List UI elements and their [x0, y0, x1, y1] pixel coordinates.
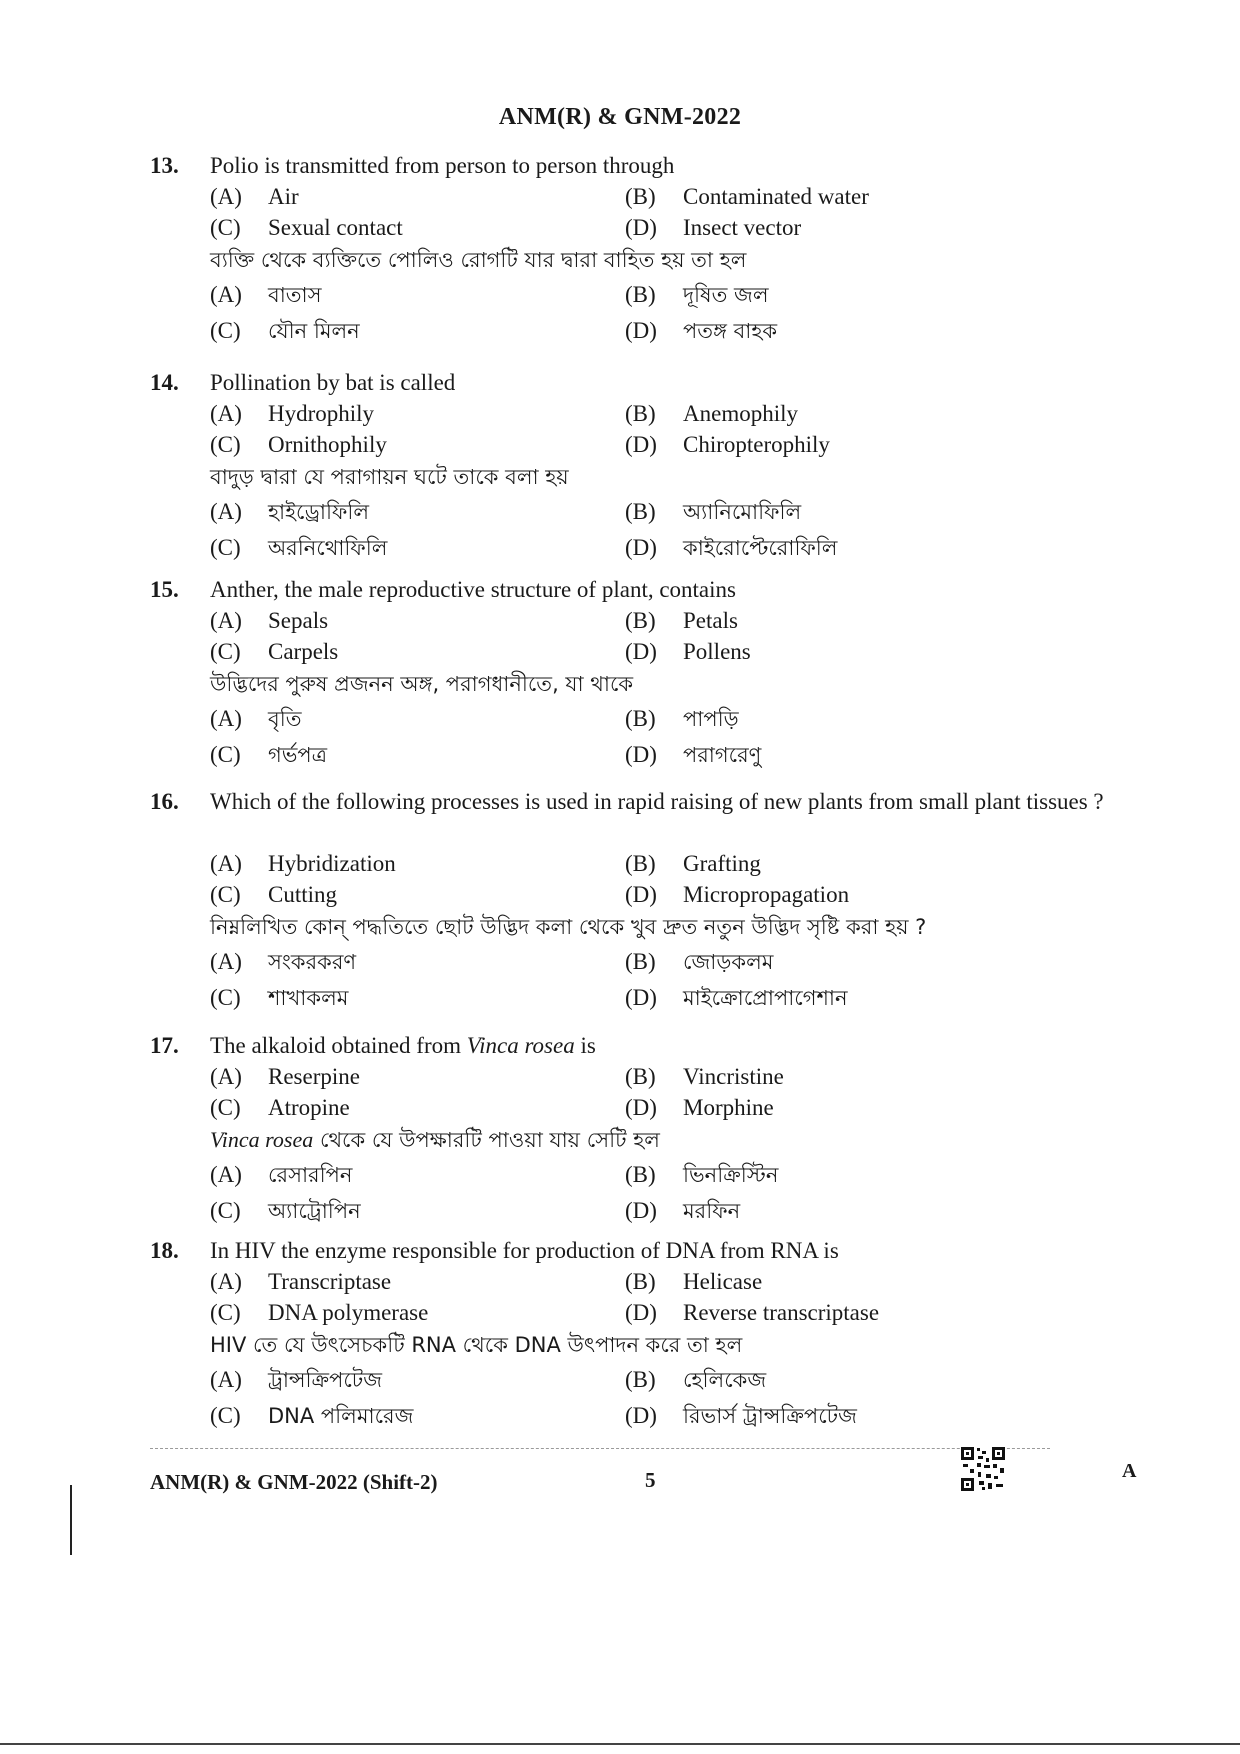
option-c: (C) Ornithophily	[210, 432, 387, 457]
option-d: (D) Morphine	[625, 1095, 774, 1120]
option-c-bengali: (C) যৌন মিলন	[210, 318, 360, 343]
question-13	[150, 150, 1140, 349]
option-b: (B) Contaminated water	[625, 184, 869, 209]
option-d: (D) Insect vector	[625, 215, 802, 240]
option-a-bengali: (A) বৃতি	[210, 706, 302, 731]
option-c: (C) Sexual contact	[210, 215, 403, 240]
option-c-bengali: (C) DNA পলিমারেজ	[210, 1403, 414, 1428]
option-b-bengali: (B) ভিনক্রিস্টিন	[625, 1162, 779, 1187]
question-text-bengali: উদ্ভিদের পুরুষ প্রজনন অঙ্গ, পরাগধানীতে, যা থাকে	[210, 672, 634, 696]
option-a-bengali: (A) বাতাস	[210, 282, 322, 307]
footer-exam-label: ANM(R) & GNM-2022 (Shift-2)	[150, 1470, 438, 1494]
option-d-bengali: (D) পতঙ্গ বাহক	[625, 318, 778, 343]
question-text-bengali: নিম্নলিখিত কোন্‌ পদ্ধতিতে ছোট উদ্ভিদ কলা থেকে খুব দ্রুত নতুন উদ্ভিদ সৃষ্টি করা হয় ?	[210, 915, 927, 939]
question-text: The alkaloid obtained from Vinca rosea is	[210, 1033, 596, 1058]
question-number: 18.	[150, 1238, 179, 1263]
question-text: Anther, the male reproductive structure of plant, contains	[210, 577, 736, 602]
question-number: 14.	[150, 370, 179, 395]
option-b: (B) Vincristine	[625, 1064, 784, 1089]
question-number: 13.	[150, 153, 179, 178]
question-number: 17.	[150, 1033, 179, 1058]
question-text: Polio is transmitted from person to person through	[210, 153, 675, 178]
option-b: (B) Helicase	[625, 1269, 763, 1294]
option-c-bengali: (C) অরনিথোফিলি	[210, 535, 388, 560]
option-b-bengali: (B) দূষিত জল	[625, 282, 769, 307]
option-c: (C) DNA polymerase	[210, 1300, 429, 1325]
option-d: (D) Reverse transcriptase	[625, 1300, 880, 1325]
qr-code-icon	[960, 1446, 1006, 1492]
question-16	[150, 786, 1140, 1016]
option-b: (B) Petals	[625, 608, 738, 633]
option-c-bengali: (C) অ্যাট্রোপিন	[210, 1198, 361, 1223]
option-d-bengali: (D) মরফিন	[625, 1198, 741, 1223]
option-b-bengali: (B) হেলিকেজ	[625, 1367, 767, 1392]
option-c-bengali: (C) গর্ভপত্র	[210, 742, 328, 767]
question-text-bengali: বাদুড় দ্বারা যে পরাগায়ন ঘটে তাকে বলা হয়	[210, 465, 569, 489]
option-a: (A) Hydrophily	[210, 401, 375, 426]
option-d: (D) Chiropterophily	[625, 432, 830, 457]
margin-mark	[70, 1485, 72, 1555]
page-bottom-edge	[0, 1743, 1240, 1745]
option-a-bengali: (A) ট্রান্সক্রিপটেজ	[210, 1367, 383, 1392]
page-title: ANM(R) & GNM-2022	[498, 104, 742, 130]
option-c: (C) Cutting	[210, 882, 338, 907]
question-14	[150, 367, 1140, 566]
option-d-bengali: (D) পরাগরেণু	[625, 742, 762, 767]
option-b-bengali: (B) পাপড়ি	[625, 706, 739, 731]
question-text-bengali: Vinca rosea থেকে যে উপক্ষারটি পাওয়া যায় সেটি হল	[210, 1127, 660, 1152]
question-17	[150, 1030, 1140, 1229]
option-a: (A) Reserpine	[210, 1064, 360, 1089]
option-b: (B) Grafting	[625, 851, 761, 876]
option-d-bengali: (D) রিভার্স ট্রান্সক্রিপটেজ	[625, 1403, 857, 1428]
option-a-bengali: (A) রেসারপিন	[210, 1162, 353, 1187]
option-a: (A) Sepals	[210, 608, 329, 633]
option-c-bengali: (C) শাখাকলম	[210, 985, 349, 1010]
option-d-bengali: (D) মাইক্রোপ্রোপাগেশান	[625, 985, 848, 1010]
question-18	[150, 1235, 1140, 1434]
question-text: Pollination by bat is called	[210, 370, 456, 395]
question-number: 15.	[150, 577, 179, 602]
option-b: (B) Anemophily	[625, 401, 798, 426]
question-text-bengali: HIV তে যে উৎসেচকটি RNA থেকে DNA উৎপাদন করে তা হল	[210, 1333, 743, 1357]
option-c: (C) Atropine	[210, 1095, 350, 1120]
option-b-bengali: (B) অ্যানিমোফিলি	[625, 499, 802, 524]
option-a: (A) Transcriptase	[210, 1269, 392, 1294]
option-d-bengali: (D) কাইরোপ্টেরোফিলি	[625, 535, 838, 560]
question-number: 16.	[150, 789, 179, 814]
option-d: (D) Micropropagation	[625, 882, 850, 907]
question-text-bengali: ব্যক্তি থেকে ব্যক্তিতে পোলিও রোগটি যার দ্বারা বাহিত হয় তা হল	[210, 248, 747, 272]
option-b-bengali: (B) জোড়কলম	[625, 949, 774, 974]
option-a-bengali: (A) সংকরকরণ	[210, 949, 357, 974]
option-a: (A) Air	[210, 184, 299, 209]
option-d: (D) Pollens	[625, 639, 751, 664]
question-set-label: A	[1122, 1460, 1137, 1482]
footer-divider	[150, 1448, 1050, 1449]
option-a-bengali: (A) হাইড্রোফিলি	[210, 499, 369, 524]
option-a: (A) Hybridization	[210, 851, 396, 876]
question-15	[150, 574, 1140, 773]
option-c: (C) Carpels	[210, 639, 339, 664]
page-number: 5	[645, 1468, 656, 1492]
question-text: Which of the following processes is used in rapid raising of new plants from small plant tissues ?	[210, 789, 1104, 814]
question-text: In HIV the enzyme responsible for production of DNA from RNA is	[210, 1238, 839, 1263]
